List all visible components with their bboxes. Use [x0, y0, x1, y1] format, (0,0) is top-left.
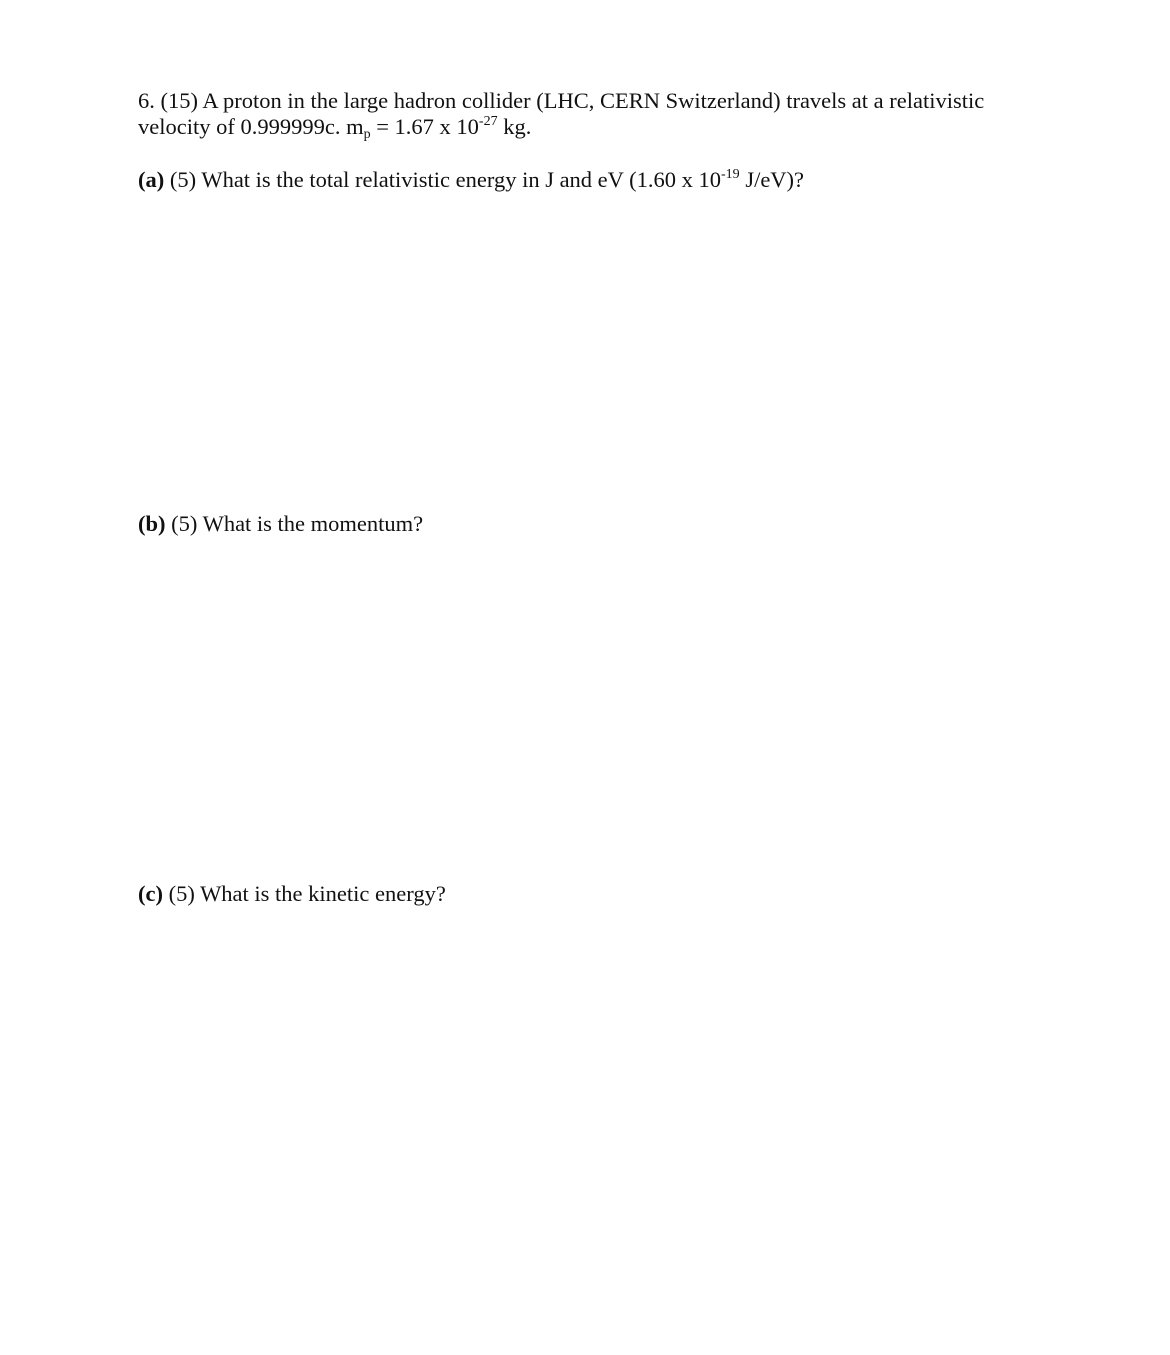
part-a-text-end: J/eV)?: [739, 167, 805, 192]
problem-line-1: 6. (15) A proton in the large hadron collider (LHC, CERN Switzerland) travels at a relativistic: [138, 88, 985, 113]
mass-exponent: -27: [478, 114, 498, 129]
question-part-c: [138, 881, 446, 907]
problem-line-2: [138, 114, 984, 140]
mass-unit-text: kg.: [497, 114, 532, 139]
question-part-a: [138, 167, 804, 193]
part-a-label: (a): [138, 167, 165, 192]
question-part-b: [138, 511, 423, 537]
part-c-text: (5) What is the kinetic energy?: [162, 881, 446, 906]
mass-value-text: = 1.67 x 10: [370, 114, 479, 139]
part-b-text: (5) What is the momentum?: [165, 511, 424, 536]
mass-subscript: p: [363, 127, 371, 142]
part-c-label: (c): [138, 881, 163, 906]
part-a-exponent: -19: [721, 167, 740, 182]
part-a-text: (5) What is the total relativistic energy in J and eV (1.60 x 10: [164, 167, 722, 192]
part-b-label: (b): [138, 511, 166, 536]
problem-statement: [138, 88, 984, 140]
velocity-text: velocity of 0.999999c. m: [138, 114, 364, 139]
